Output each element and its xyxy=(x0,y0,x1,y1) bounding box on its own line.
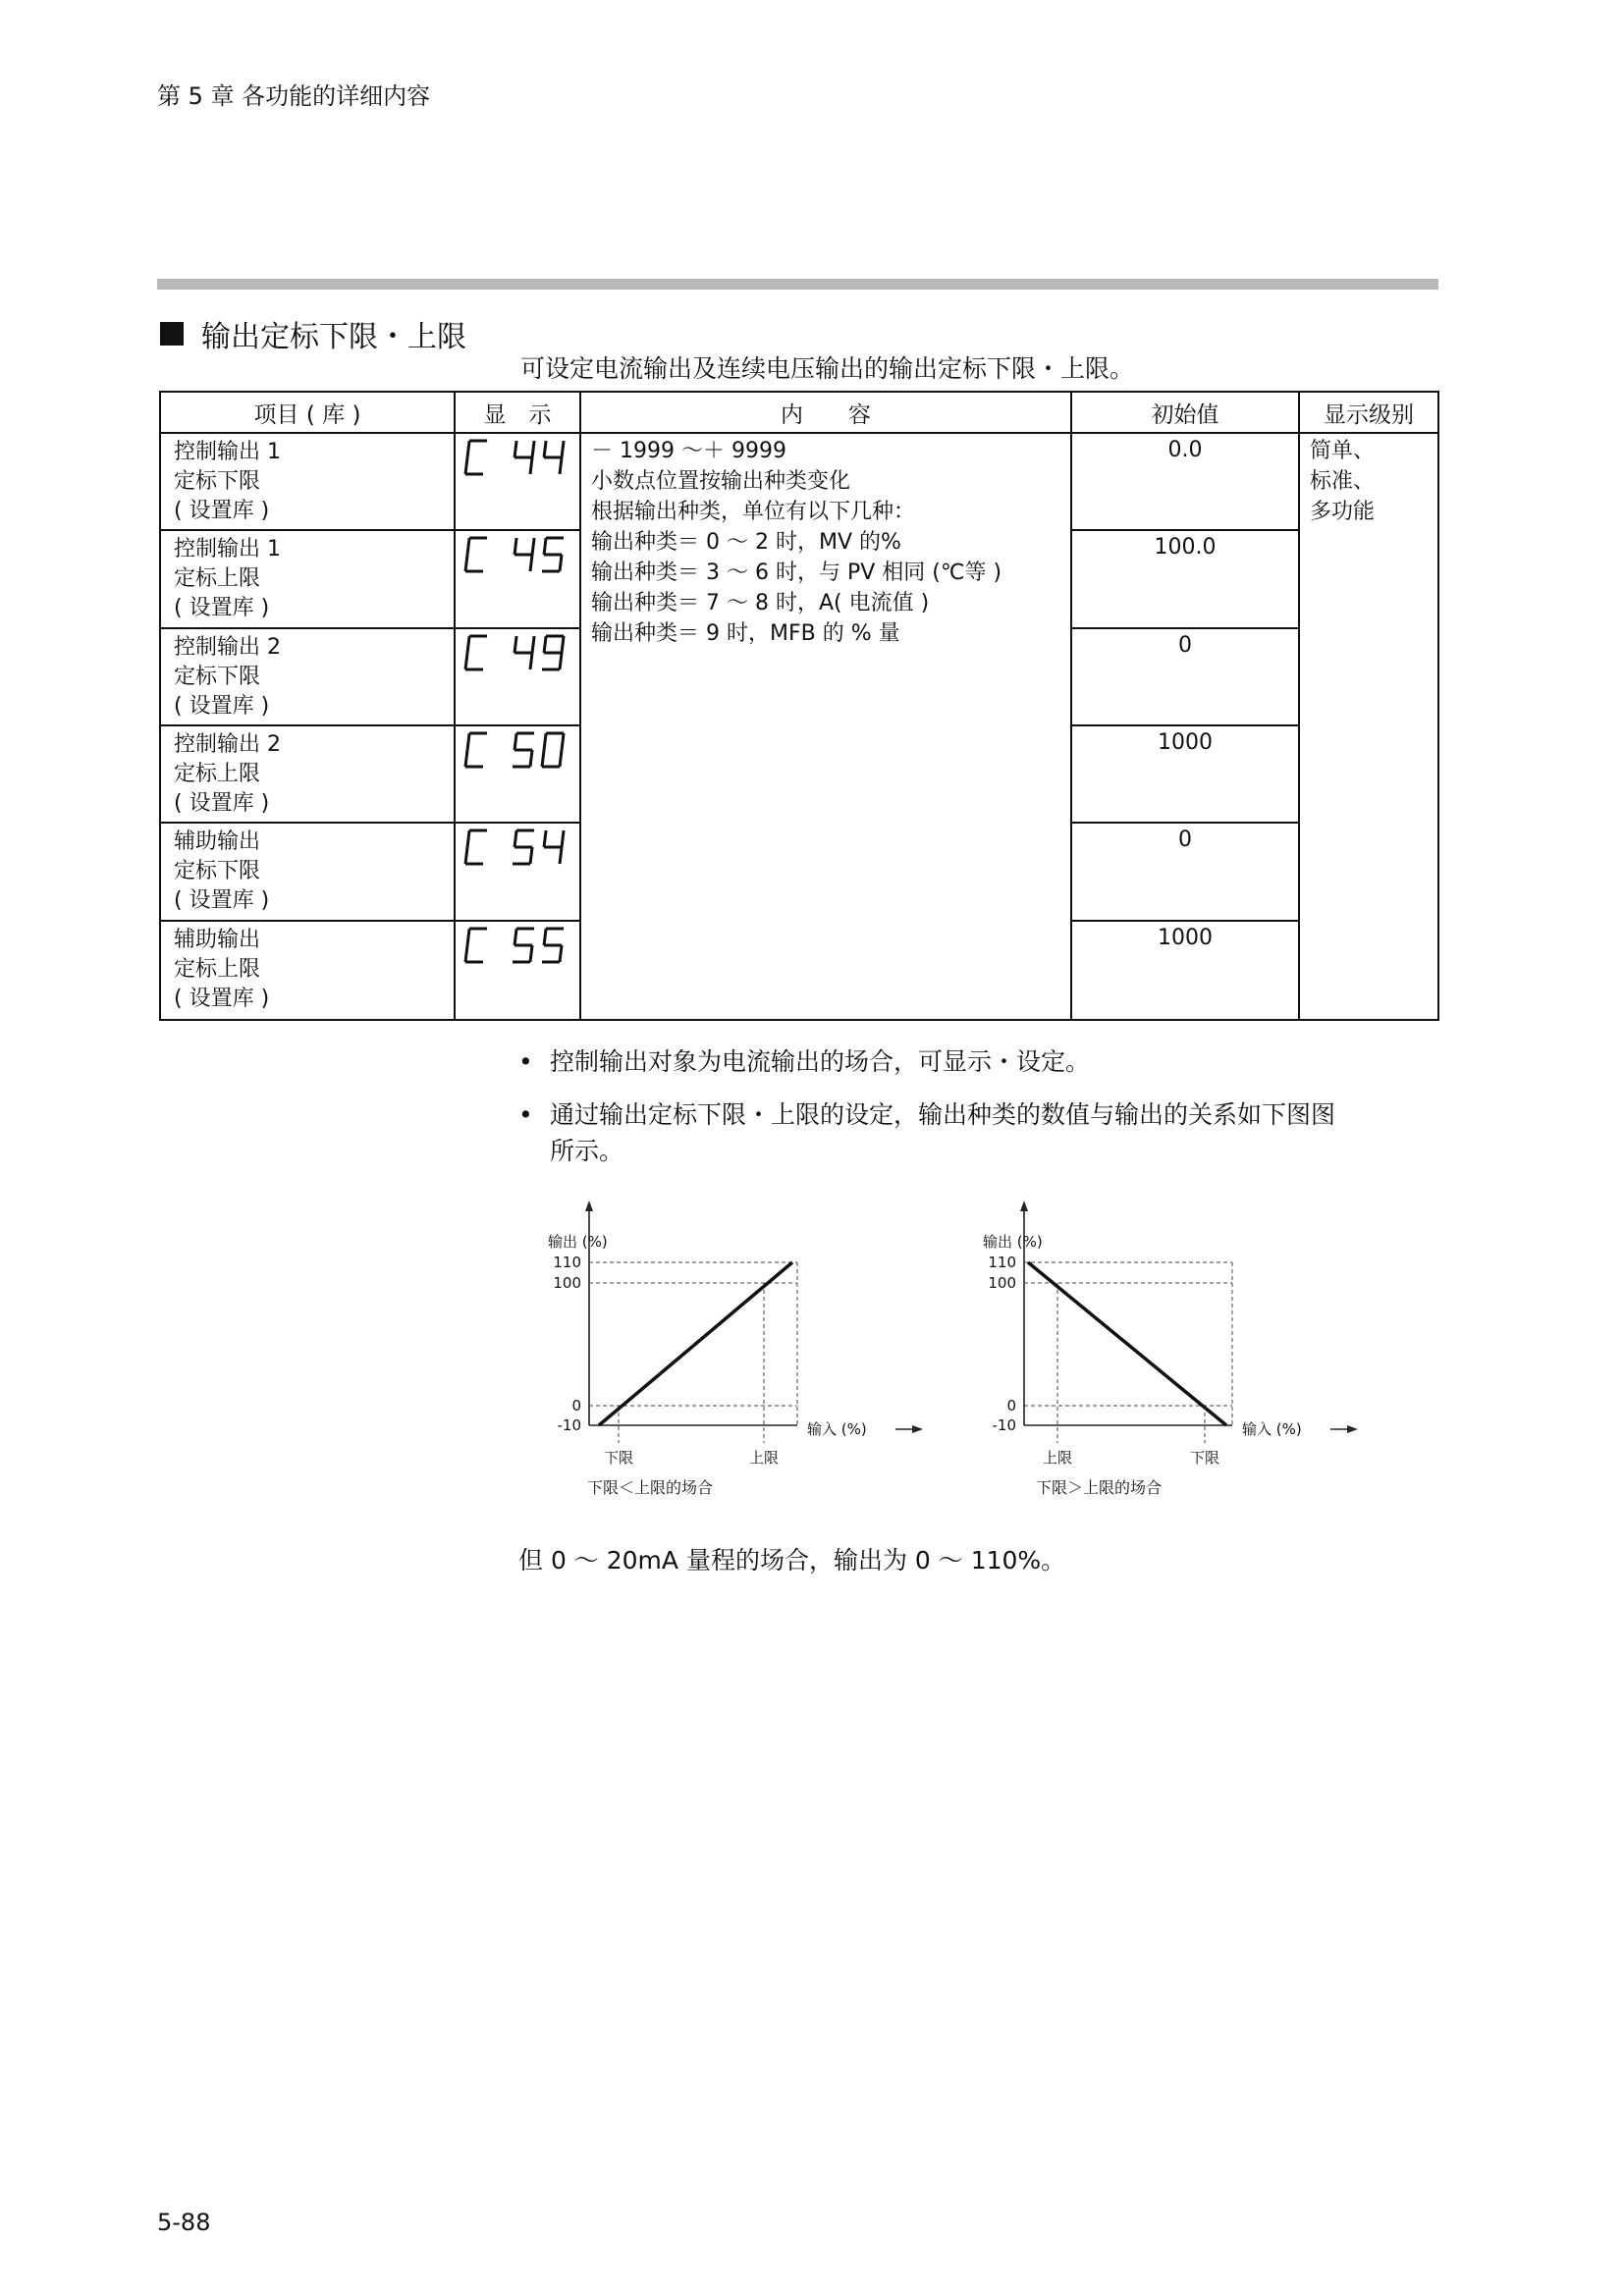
display-segment xyxy=(530,750,532,767)
display-segment xyxy=(467,636,469,653)
display-segment xyxy=(530,847,532,864)
display-segment xyxy=(560,750,562,767)
chart-svg xyxy=(520,1198,933,1512)
y-axis-arrow-icon xyxy=(1020,1201,1028,1211)
display-segment xyxy=(560,653,562,669)
x-tick-upper: 上限 xyxy=(748,1449,780,1467)
item-cell: 辅助输出 定标下限 ( 设置库 ) xyxy=(160,823,455,920)
item-cell: 控制输出 1 定标下限 ( 设置库 ) xyxy=(160,433,455,530)
display-segment xyxy=(562,830,564,847)
display-segment xyxy=(465,653,467,669)
y-tick-minus10: -10 xyxy=(557,1416,581,1434)
display-segment xyxy=(530,945,532,962)
display-segment xyxy=(467,830,469,847)
initial-value: 0 xyxy=(1071,628,1299,725)
display-segment xyxy=(560,847,562,864)
header-initial: 初始值 xyxy=(1071,392,1299,433)
display-code xyxy=(455,725,580,823)
display-segment xyxy=(560,945,562,962)
scaling-chart-normal xyxy=(520,1198,933,1516)
display-segment xyxy=(542,750,544,767)
item-cell: 辅助输出 定标上限 ( 设置库 ) xyxy=(160,921,455,1020)
display-segment xyxy=(514,441,516,457)
y-tick-110: 110 xyxy=(553,1254,581,1271)
display-segment xyxy=(514,636,516,653)
header-content: 内 容 xyxy=(580,392,1071,433)
display-segment xyxy=(465,457,467,474)
item-cell: 控制输出 1 定标上限 ( 设置库 ) xyxy=(160,530,455,627)
display-segment xyxy=(562,441,564,457)
chapter-header: 第 5 章 各功能的详细内容 xyxy=(157,82,431,110)
section-divider xyxy=(157,279,1438,290)
display-segment xyxy=(530,653,532,669)
section-title xyxy=(160,312,466,355)
display-segment xyxy=(532,441,534,457)
display-segment xyxy=(467,929,469,945)
initial-value: 0 xyxy=(1071,823,1299,920)
initial-value: 100.0 xyxy=(1071,530,1299,627)
header-item: 项目 ( 库 ) xyxy=(160,392,455,433)
seven-seg-display xyxy=(461,925,571,972)
table-row xyxy=(160,433,1438,530)
bullet-text: 通过输出定标下限・上限的设定，输出种类的数值与输出的关系如下图图 所示。 xyxy=(550,1100,1336,1165)
section-intro: 可设定电流输出及连续电压输出的输出定标下限・上限。 xyxy=(520,354,1135,383)
display-segment xyxy=(465,750,467,767)
display-segment xyxy=(544,636,546,653)
level-cell: 简单、 标准、 多功能 xyxy=(1299,433,1438,1020)
initial-value: 0.0 xyxy=(1071,433,1299,530)
y-tick-minus10: -10 xyxy=(992,1416,1016,1434)
display-segment xyxy=(467,538,469,555)
display-segment xyxy=(514,538,516,555)
range-note: 但 0 ～ 20mA 量程的场合，输出为 0 ～ 110%。 xyxy=(518,1546,1066,1575)
content-cell: － 1999 ～＋ 9999 小数点位置按输出种类变化 根据输出种类，单位有以下几种： 输出种类＝ 0 ～ 2 时，MV 的% 输出种类＝ 3 ～ 6 时，与 PV 相同 (℃等 ) 输出种类＝ 7 ～ 8 时，A( 电流值 ) 输出种类＝ 9 时，MFB 的 % 量 xyxy=(580,433,1071,1020)
chart-svg xyxy=(955,1198,1368,1512)
y-tick-100: 100 xyxy=(988,1274,1016,1292)
display-segment xyxy=(467,733,469,750)
x-axis-label: 输入 (%) xyxy=(1242,1420,1302,1438)
initial-value: 1000 xyxy=(1071,725,1299,823)
bullet-dot: • xyxy=(518,1047,533,1076)
display-segment xyxy=(544,538,546,555)
initial-value: 1000 xyxy=(1071,921,1299,1020)
display-code xyxy=(455,530,580,627)
scaling-chart-reverse xyxy=(955,1198,1368,1516)
y-axis-label: 输出 (%) xyxy=(548,1233,608,1251)
y-axis-label: 输出 (%) xyxy=(983,1233,1043,1251)
section-title-text: 输出定标下限・上限 xyxy=(201,320,466,354)
display-segment xyxy=(532,538,534,555)
display-segment xyxy=(544,441,546,457)
display-segment xyxy=(465,847,467,864)
display-segment xyxy=(532,636,534,653)
seven-seg-display xyxy=(461,534,571,581)
display-segment xyxy=(562,636,564,653)
y-tick-0: 0 xyxy=(1006,1397,1016,1415)
output-line xyxy=(599,1262,792,1425)
x-axis-arrow-icon xyxy=(895,1425,923,1433)
display-code xyxy=(455,628,580,725)
item-cell: 控制输出 2 定标上限 ( 设置库 ) xyxy=(160,725,455,823)
y-tick-100: 100 xyxy=(553,1274,581,1292)
y-tick-0: 0 xyxy=(571,1397,581,1415)
x-tick-upper: 上限 xyxy=(1042,1449,1073,1467)
x-axis-arrow-icon xyxy=(1330,1425,1358,1433)
display-segment xyxy=(544,929,546,945)
display-segment xyxy=(560,457,562,474)
display-segment xyxy=(560,555,562,571)
x-axis-label: 输入 (%) xyxy=(807,1420,867,1438)
display-segment xyxy=(530,555,532,571)
display-segment xyxy=(467,441,469,457)
page-number: 5-88 xyxy=(157,2209,211,2236)
seven-seg-display xyxy=(461,827,571,874)
display-segment xyxy=(544,830,546,847)
display-code xyxy=(455,921,580,1020)
header-display: 显 示 xyxy=(455,392,580,433)
bullet-dot: • xyxy=(518,1100,533,1129)
seven-seg-display xyxy=(461,437,571,484)
display-segment xyxy=(465,945,467,962)
parameter-table xyxy=(159,391,1439,1021)
display-segment xyxy=(530,457,532,474)
display-segment xyxy=(465,555,467,571)
chart-caption: 下限＜上限的场合 xyxy=(586,1478,714,1497)
table-header-row xyxy=(160,392,1438,433)
y-axis-arrow-icon xyxy=(585,1201,593,1211)
item-cell: 控制输出 2 定标下限 ( 设置库 ) xyxy=(160,628,455,725)
display-code xyxy=(455,433,580,530)
seven-seg-display xyxy=(461,729,571,776)
display-code xyxy=(455,823,580,920)
display-segment xyxy=(514,929,516,945)
display-segment xyxy=(514,733,516,750)
section-square-icon xyxy=(160,322,184,346)
seven-seg-display xyxy=(461,632,571,679)
x-tick-lower: 下限 xyxy=(1189,1449,1220,1467)
header-level: 显示级别 xyxy=(1299,392,1438,433)
display-segment xyxy=(544,733,546,750)
display-segment xyxy=(514,830,516,847)
x-tick-lower: 下限 xyxy=(603,1449,634,1467)
display-segment xyxy=(562,733,564,750)
chart-caption: 下限＞上限的场合 xyxy=(1035,1478,1163,1497)
bullet-text: 控制输出对象为电流输出的场合，可显示・设定。 xyxy=(550,1047,1091,1076)
y-tick-110: 110 xyxy=(988,1254,1016,1271)
